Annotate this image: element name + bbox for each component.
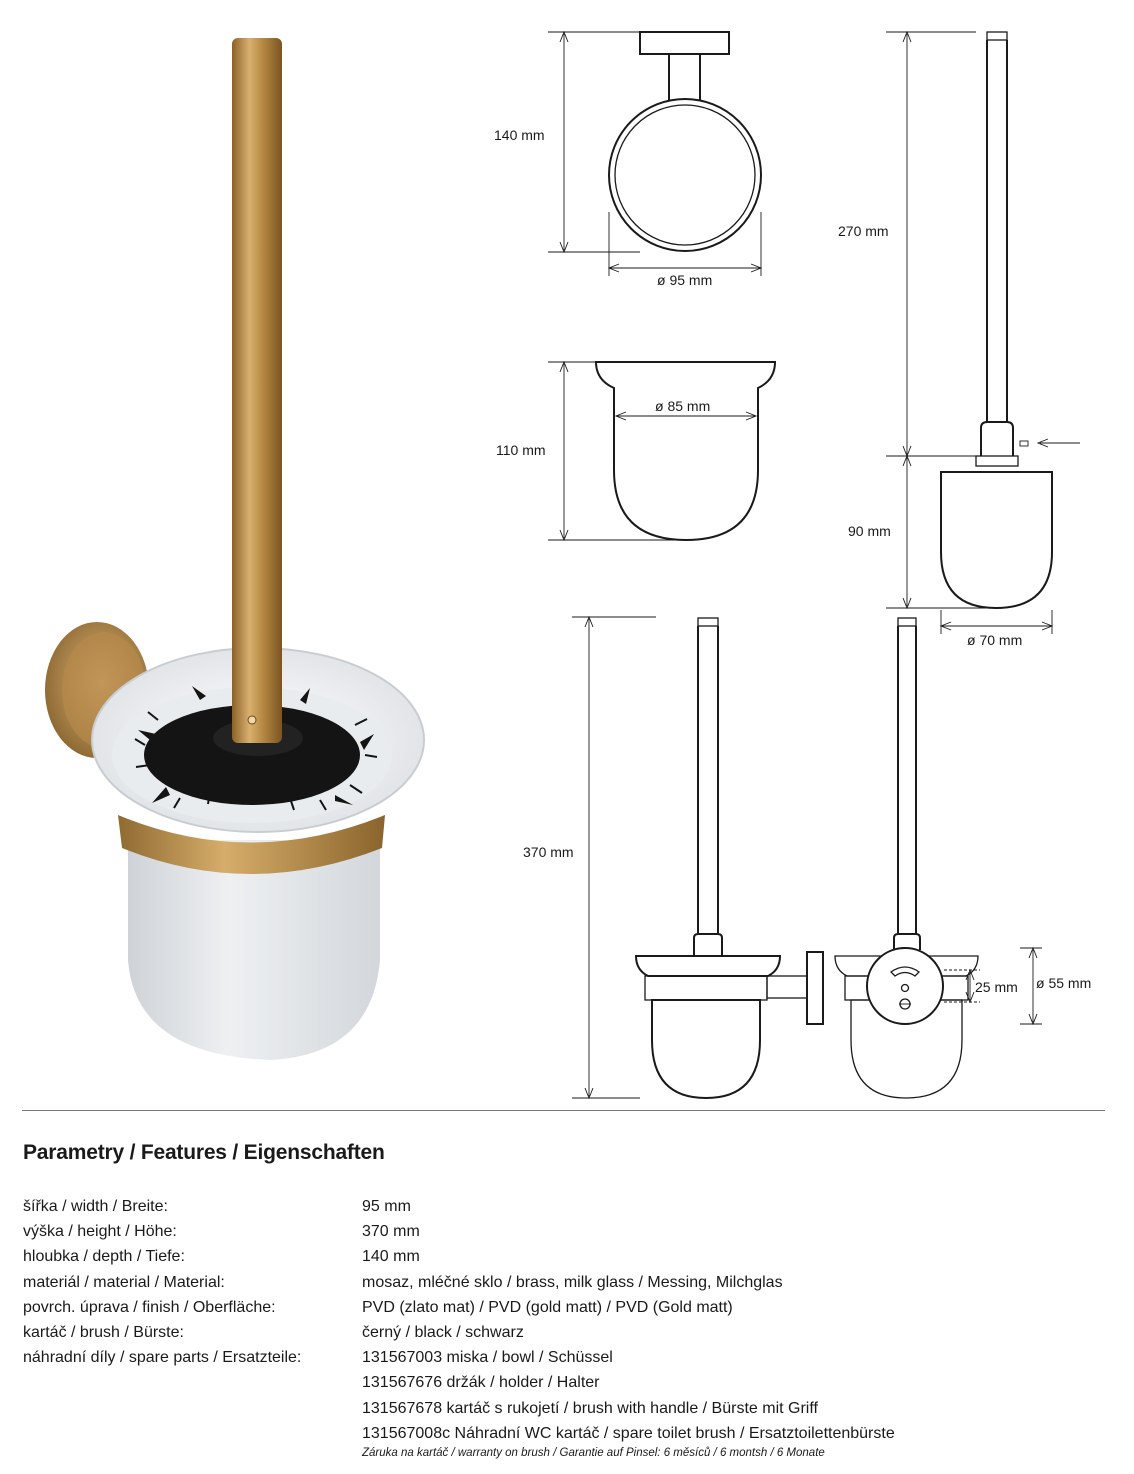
- spec-value: 140 mm: [362, 1248, 420, 1266]
- spec-row-spare-brush: [23, 1423, 1113, 1448]
- assembly-side-view: [572, 617, 823, 1098]
- dim-holder-height: 140 mm: [494, 127, 545, 143]
- dim-brush-diameter: ø 70 mm: [967, 632, 1023, 648]
- dim-bowl-diameter: ø 85 mm: [655, 398, 711, 414]
- spec-value: 370 mm: [362, 1223, 420, 1241]
- spec-row-spare-parts: [23, 1347, 1113, 1372]
- spec-value: mosaz, mléčné sklo / brass, milk glass / Messing, Milchglas: [362, 1273, 783, 1291]
- dim-rosette-diameter: ø 55 mm: [1036, 975, 1092, 991]
- dim-brush-handle: 270 mm: [838, 223, 889, 239]
- spec-value: 131567008c Náhradní WC kartáč / spare toilet brush / Ersatztoilettenbürste: [362, 1424, 895, 1442]
- spec-row-height: [23, 1221, 1113, 1246]
- assembly-front-view: [835, 618, 1042, 1098]
- dim-total-height: 370 mm: [523, 844, 574, 860]
- spec-label: šířka / width / Breite:: [23, 1198, 168, 1215]
- spec-row-width: [23, 1196, 1113, 1221]
- spec-label: hloubka / depth / Tiefe:: [23, 1248, 185, 1266]
- spec-label: výška / height / Höhe:: [23, 1223, 177, 1241]
- spec-value: 131567678 kartáč s rukojetí / brush with handle / Bürste mit Griff: [362, 1399, 818, 1417]
- spec-row-material: [23, 1272, 1113, 1297]
- spec-value: 95 mm: [362, 1198, 411, 1215]
- product-photo: [45, 38, 424, 1060]
- spec-list: [23, 1196, 1113, 1448]
- dim-bowl-height: 110 mm: [496, 442, 546, 458]
- dim-mount-offset: 25 mm: [975, 979, 1018, 995]
- spec-row-depth: [23, 1246, 1113, 1271]
- spec-value: PVD (zlato mat) / PVD (gold matt) / PVD (Gold matt): [362, 1298, 733, 1316]
- dim-brush-head: 90 mm: [848, 523, 891, 539]
- spec-label: povrch. úprava / finish / Oberfläche:: [23, 1298, 276, 1316]
- holder-top-view: [548, 32, 761, 276]
- spec-label: kartáč / brush / Bürste:: [23, 1323, 184, 1341]
- dim-holder-diameter: ø 95 mm: [657, 272, 713, 288]
- features-title: Parametry / Features / Eigenschaften: [23, 1141, 385, 1164]
- spec-value: černý / black / schwarz: [362, 1323, 524, 1341]
- spec-row-spare-holder: [23, 1372, 1113, 1397]
- warranty-note: Záruka na kartáč / warranty on brush / Garantie auf Pinsel: 6 měsíců / 6 montsh / 6 Monate: [362, 1447, 825, 1459]
- spec-row-finish: [23, 1297, 1113, 1322]
- spec-row-spare-brush-handle: [23, 1398, 1113, 1423]
- spec-value: 131567676 držák / holder / Halter: [362, 1374, 600, 1392]
- spec-label: materiál / material / Material:: [23, 1273, 225, 1291]
- section-divider: [22, 1110, 1105, 1111]
- spec-label: náhradní díly / spare parts / Ersatzteile:: [23, 1349, 302, 1367]
- brush-view: [886, 32, 1080, 634]
- spec-value: 131567003 miska / bowl / Schüssel: [362, 1349, 613, 1367]
- bowl-view: [548, 362, 775, 540]
- spec-row-brush: [23, 1322, 1113, 1347]
